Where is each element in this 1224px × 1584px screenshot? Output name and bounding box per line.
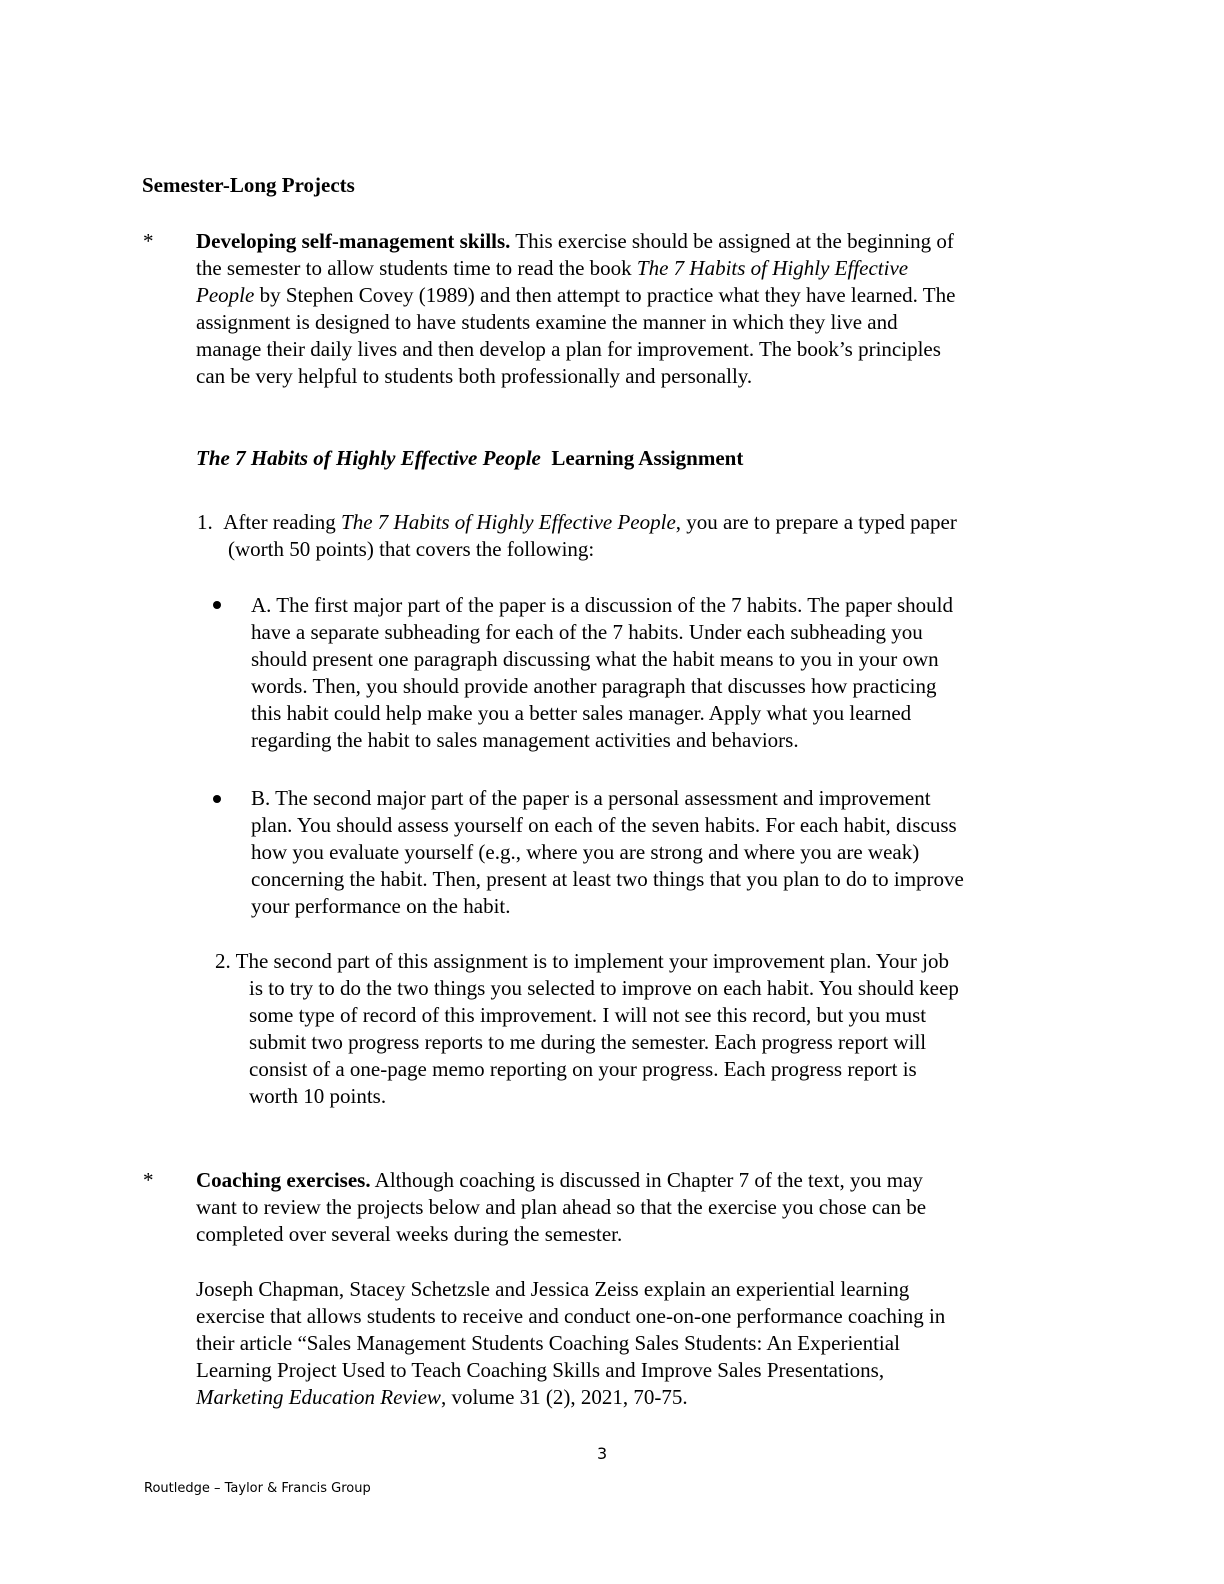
- item2-line: completed over several weeks during the semester.: [196, 1222, 623, 1246]
- item1-line: People by Stephen Covey (1989) and then attempt to practice what they have learned. The: [196, 283, 956, 307]
- bulletA-line: A. The first major part of the paper is a discussion of the 7 habits. The paper should: [251, 593, 953, 617]
- step2-line: submit two progress reports to me during the semester. Each progress report will: [249, 1030, 927, 1054]
- bullet-icon: [213, 795, 221, 803]
- bulletA-line: should present one paragraph discussing what the habit means to you in your own: [251, 647, 939, 671]
- item1-line: can be very helpful to students both professionally and personally.: [196, 364, 753, 388]
- bulletA-line: this habit could help make you a better sales manager. Apply what you learned: [251, 701, 912, 725]
- bulletB-line: concerning the habit. Then, present at least two things that you plan to do to improve: [251, 867, 964, 891]
- bullet-marker: *: [143, 229, 154, 253]
- assignment-title: The 7 Habits of Highly Effective People Learning Assignment: [196, 446, 744, 470]
- step2-line: consist of a one-page memo reporting on your progress. Each progress report is: [249, 1057, 917, 1081]
- page-number: 3: [597, 1444, 608, 1463]
- bullet-marker: *: [143, 1168, 154, 1192]
- item1-line: Developing self-management skills. This exercise should be assigned at the beginning of: [196, 229, 954, 253]
- citation-line: Learning Project Used to Teach Coaching Skills and Improve Sales Presentations,: [196, 1358, 885, 1382]
- bulletA-line: regarding the habit to sales management activities and behaviors.: [251, 728, 799, 752]
- step2-line: 2. The second part of this assignment is to implement your improvement plan. Your job: [215, 949, 949, 973]
- citation-line: exercise that allows students to receive and conduct one-on-one performance coaching in: [196, 1304, 946, 1328]
- step1-line: 1. After reading The 7 Habits of Highly Effective People, you are to prepare a typed paper: [197, 510, 957, 534]
- citation-line: their article “Sales Management Students Coaching Sales Students: An Experiential: [196, 1331, 900, 1355]
- item1-line: the semester to allow students time to read the book The 7 Habits of Highly Effective: [196, 256, 909, 280]
- step2-line: is to try to do the two things you selected to improve on each habit. You should keep: [249, 976, 959, 1000]
- step1-line: (worth 50 points) that covers the following:: [228, 537, 595, 561]
- bulletB-line: plan. You should assess yourself on each of the seven habits. For each habit, discuss: [251, 813, 957, 837]
- bulletB-line: your performance on the habit.: [251, 894, 511, 918]
- citation-line: Joseph Chapman, Stacey Schetzsle and Jessica Zeiss explain an experiential learning: [196, 1277, 910, 1301]
- bulletB-line: how you evaluate yourself (e.g., where you are strong and where you are weak): [251, 840, 920, 864]
- bullet-icon: [213, 601, 221, 609]
- bulletA-line: words. Then, you should provide another paragraph that discusses how practicing: [251, 674, 937, 698]
- item1-line: manage their daily lives and then develop a plan for improvement. The book’s principles: [196, 337, 941, 361]
- bulletB-line: B. The second major part of the paper is a personal assessment and improvement: [251, 786, 931, 810]
- section-title: Semester-Long Projects: [142, 173, 355, 197]
- step2-line: worth 10 points.: [249, 1084, 387, 1108]
- item2-line: want to review the projects below and plan ahead so that the exercise you chose can be: [196, 1195, 927, 1219]
- bulletA-line: have a separate subheading for each of the 7 habits. Under each subheading you: [251, 620, 923, 644]
- item2-line: Coaching exercises. Although coaching is discussed in Chapter 7 of the text, you may: [196, 1168, 923, 1192]
- footer-publisher: Routledge – Taylor & Francis Group: [144, 1481, 371, 1496]
- step2-line: some type of record of this improvement. I will not see this record, but you must: [249, 1003, 927, 1027]
- item1-line: assignment is designed to have students examine the manner in which they live and: [196, 310, 898, 334]
- citation-line: Marketing Education Review, volume 31 (2), 2021, 70-75.: [196, 1385, 688, 1409]
